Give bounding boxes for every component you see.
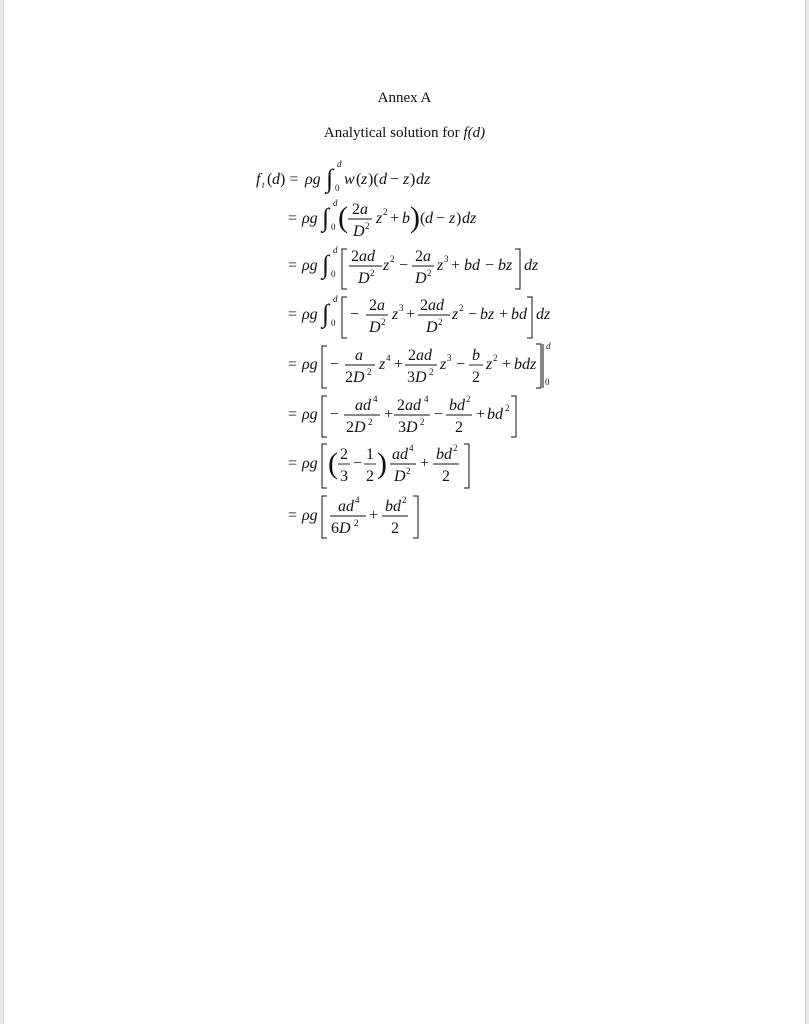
svg-text:2: 2 [438, 317, 443, 327]
svg-text:ρg: ρg [302, 257, 318, 274]
svg-text:2: 2 [391, 520, 399, 537]
svg-text:∫: ∫ [326, 164, 334, 193]
svg-text:2: 2 [466, 394, 471, 404]
svg-text:=: = [288, 210, 298, 227]
equation-line-6 [288, 394, 516, 437]
svg-text:z: z [392, 306, 399, 323]
svg-text:+: + [502, 356, 512, 373]
svg-text:−: − [353, 455, 363, 472]
svg-text:=: = [288, 257, 298, 274]
svg-text:2: 2 [429, 367, 434, 377]
svg-text:d: d [333, 245, 338, 255]
svg-text:2: 2 [406, 466, 411, 476]
equation-line-1 [256, 159, 431, 194]
svg-text:d: d [333, 294, 338, 304]
svg-text:=: = [288, 406, 298, 423]
svg-text:d: d [425, 210, 433, 227]
svg-text:0: 0 [331, 269, 336, 279]
svg-text:(: ( [328, 447, 338, 480]
svg-text:2: 2 [472, 369, 480, 386]
svg-text:2: 2 [493, 353, 498, 363]
svg-text:0: 0 [545, 377, 550, 387]
svg-text:2: 2 [442, 468, 450, 485]
svg-text:dz: dz [416, 171, 431, 188]
svg-text:bd: bd [464, 257, 480, 274]
svg-text:−: − [330, 406, 340, 423]
svg-text:+: + [476, 406, 486, 423]
svg-text:(: ( [338, 201, 348, 234]
svg-text:−: − [434, 406, 444, 423]
svg-text:bd: bd [449, 397, 465, 414]
svg-text:(: ( [356, 171, 362, 188]
svg-text:D: D [426, 319, 438, 336]
svg-text:d: d [546, 341, 551, 351]
svg-text:2a: 2a [352, 201, 368, 218]
svg-text:b: b [472, 347, 480, 364]
svg-text:2: 2 [505, 403, 510, 413]
svg-text:bdz: bdz [514, 356, 537, 373]
svg-text:): ) [410, 171, 416, 188]
svg-text:2ad: 2ad [397, 397, 421, 414]
svg-text:2: 2 [368, 417, 373, 427]
document-page [4, 0, 805, 1024]
svg-text:2ad: 2ad [408, 347, 432, 364]
svg-text:bd: bd [487, 406, 503, 423]
svg-text:3: 3 [447, 353, 452, 363]
svg-text:2: 2 [402, 495, 407, 505]
svg-text:2: 2 [354, 518, 359, 528]
svg-text:∫: ∫ [322, 250, 330, 279]
svg-text:2a: 2a [369, 297, 385, 314]
svg-text:f: f [256, 171, 261, 188]
derivation-equations [4, 0, 805, 1024]
svg-text:dz: dz [462, 210, 477, 227]
svg-text:z: z [361, 171, 368, 188]
svg-text:0: 0 [335, 183, 340, 193]
svg-text:+: + [369, 507, 379, 524]
svg-text:2: 2 [459, 303, 464, 313]
svg-text:z: z [376, 210, 383, 227]
svg-text:(: ( [267, 171, 273, 188]
svg-text:−: − [399, 257, 409, 274]
svg-text:2D: 2D [346, 419, 366, 436]
svg-text:z: z [452, 306, 459, 323]
svg-text:+: + [420, 455, 430, 472]
svg-text:=: = [288, 356, 298, 373]
svg-text:dz: dz [536, 306, 551, 323]
svg-text:z: z [383, 257, 390, 274]
svg-text:2: 2 [455, 419, 463, 436]
svg-text:ρg: ρg [302, 507, 318, 524]
svg-text:2a: 2a [415, 248, 431, 265]
svg-text:4: 4 [373, 394, 378, 404]
svg-text:4: 4 [386, 353, 391, 363]
svg-text:bd: bd [436, 446, 452, 463]
subtitle-text: Analytical solution for [323, 125, 464, 141]
svg-text:D: D [369, 319, 381, 336]
svg-text:+: + [394, 356, 404, 373]
equation-line-4 [288, 294, 551, 338]
svg-text:∫: ∫ [322, 203, 330, 232]
svg-text:3D: 3D [398, 419, 418, 436]
equation-line-8 [288, 495, 418, 538]
svg-text:ρg: ρg [302, 210, 318, 227]
svg-text:D: D [353, 223, 365, 240]
svg-text:1: 1 [366, 446, 374, 463]
svg-text:6D: 6D [331, 520, 351, 537]
equation-line-5 [288, 341, 551, 388]
svg-text:z: z [440, 356, 447, 373]
svg-text:z: z [486, 356, 493, 373]
svg-text:−: − [390, 171, 400, 188]
svg-text:w: w [344, 171, 355, 188]
svg-text:ρg: ρg [302, 306, 318, 323]
svg-text:0: 0 [331, 318, 336, 328]
svg-text:3D: 3D [407, 369, 427, 386]
subtitle-function: f(d) [463, 125, 486, 141]
svg-text:)(: )( [368, 171, 379, 188]
svg-text:D: D [394, 468, 406, 485]
svg-text:3: 3 [340, 468, 348, 485]
svg-text:2: 2 [390, 254, 395, 264]
svg-text:2ad: 2ad [420, 297, 444, 314]
svg-text:D: D [358, 270, 370, 287]
svg-text:d: d [272, 171, 280, 188]
svg-text:−: − [485, 257, 495, 274]
svg-text:ρg: ρg [302, 455, 318, 472]
svg-text:2: 2 [383, 207, 388, 217]
svg-text:d: d [379, 171, 387, 188]
svg-text:z: z [403, 171, 410, 188]
svg-text:bd: bd [385, 498, 401, 515]
svg-text:+: + [390, 210, 400, 227]
equation-line-7 [288, 443, 469, 488]
svg-text:=: = [288, 507, 298, 524]
svg-text:+: + [451, 257, 461, 274]
svg-text:z: z [449, 210, 456, 227]
svg-text:): ) [456, 210, 462, 227]
svg-text:d: d [333, 198, 338, 208]
svg-text:bz: bz [498, 257, 513, 274]
svg-text:): ) [410, 201, 420, 234]
svg-text:2: 2 [365, 221, 370, 231]
svg-text:2D: 2D [345, 369, 365, 386]
svg-text:−: − [436, 210, 446, 227]
svg-text:3: 3 [399, 303, 404, 313]
svg-text:ad: ad [392, 446, 408, 463]
svg-text:−: − [350, 306, 360, 323]
svg-text:2: 2 [381, 317, 386, 327]
svg-text:4: 4 [409, 443, 414, 453]
annex-title: Annex A [377, 90, 432, 106]
svg-text:bz: bz [480, 306, 495, 323]
svg-text:2: 2 [427, 268, 432, 278]
svg-text:0: 0 [331, 222, 336, 232]
svg-text:2: 2 [367, 367, 372, 377]
svg-text:−: − [456, 356, 466, 373]
equation-line-3 [288, 245, 539, 289]
svg-text:+: + [406, 306, 416, 323]
svg-text:=: = [288, 306, 298, 323]
svg-text:2: 2 [453, 443, 458, 453]
svg-text:4: 4 [355, 495, 360, 505]
svg-text:4: 4 [424, 394, 429, 404]
svg-text:+: + [384, 406, 394, 423]
svg-text:bd: bd [511, 306, 527, 323]
svg-text:ad: ad [338, 498, 354, 515]
svg-text:−: − [330, 356, 340, 373]
svg-text:2: 2 [420, 417, 425, 427]
svg-text:): ) [377, 447, 387, 480]
svg-text:2: 2 [366, 468, 374, 485]
svg-text:a: a [355, 347, 363, 364]
svg-text:t: t [262, 180, 265, 190]
svg-text:−: − [468, 306, 478, 323]
svg-text:z: z [379, 356, 386, 373]
svg-text:ρg: ρg [302, 406, 318, 423]
svg-text:d: d [337, 159, 342, 169]
svg-text:z: z [437, 257, 444, 274]
svg-text:D: D [415, 270, 427, 287]
svg-text:3: 3 [444, 254, 449, 264]
svg-text:(: ( [420, 210, 426, 227]
svg-text:=: = [288, 455, 298, 472]
svg-text:dz: dz [524, 257, 539, 274]
equation-line-2 [288, 198, 477, 240]
svg-text:∫: ∫ [322, 299, 330, 328]
svg-text:2ad: 2ad [351, 248, 375, 265]
svg-text:) =: ) = [280, 171, 299, 188]
svg-text:ρg: ρg [302, 356, 318, 373]
svg-text:2: 2 [370, 268, 375, 278]
svg-text:ad: ad [355, 397, 371, 414]
svg-text:b: b [402, 210, 410, 227]
svg-text:+: + [499, 306, 509, 323]
svg-text:ρg: ρg [305, 171, 321, 188]
svg-text:2: 2 [340, 446, 348, 463]
